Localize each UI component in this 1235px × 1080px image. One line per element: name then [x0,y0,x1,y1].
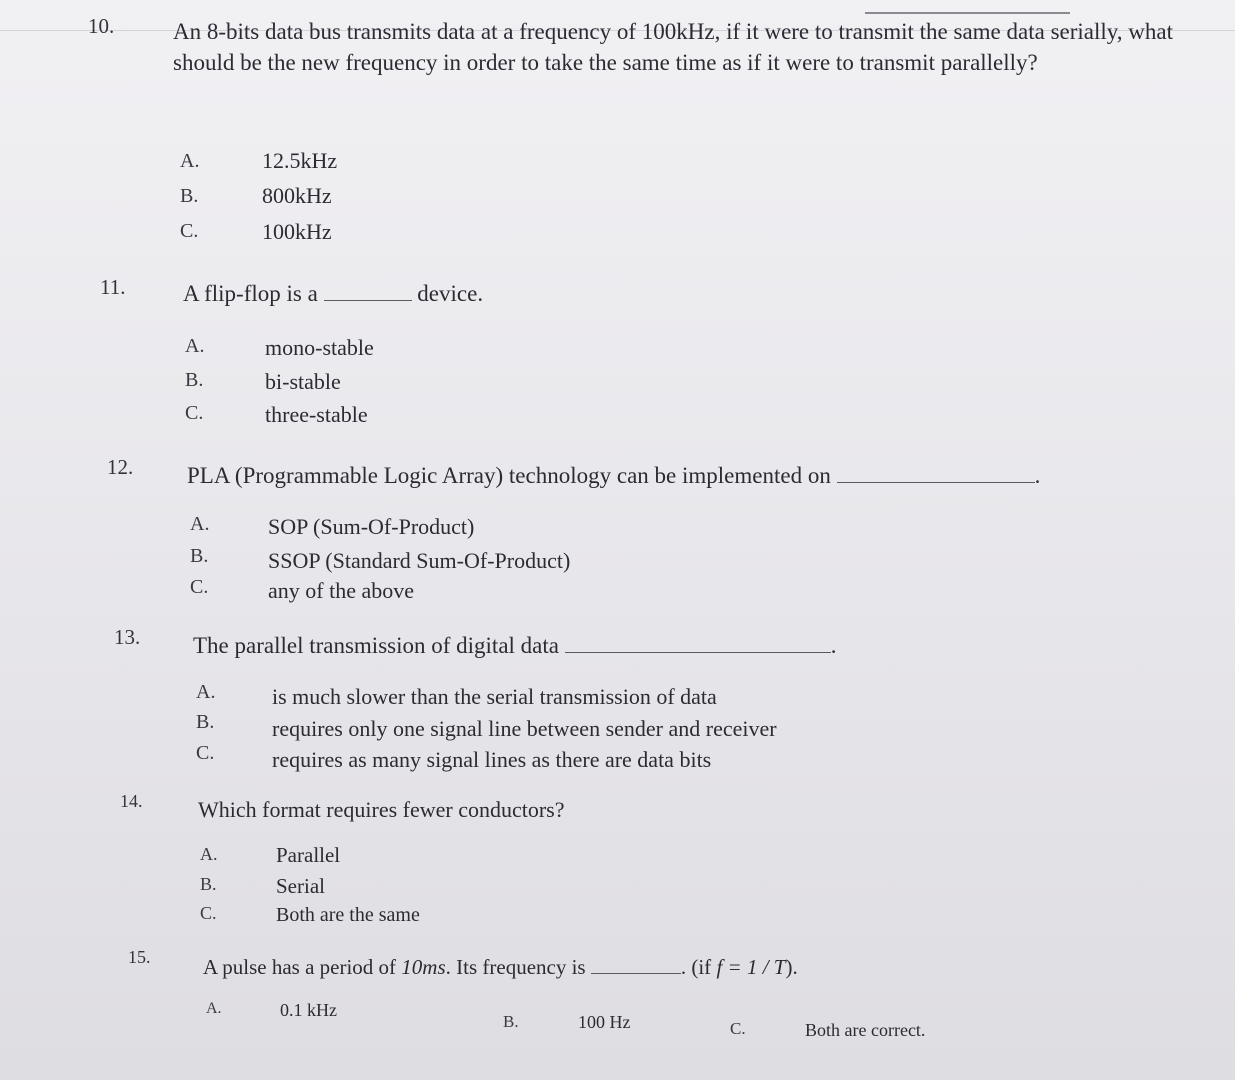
option-letter: B. [185,369,204,391]
question-text-start: PLA (Programmable Logic Array) technology can be implemented on [187,463,831,488]
answer-blank[interactable] [565,652,831,653]
option-c[interactable]: Both are the same [276,904,420,926]
top-decorative-line [865,12,1070,14]
option-b[interactable]: bi-stable [265,369,341,394]
option-letter: C. [730,1019,746,1038]
option-letter: C. [200,903,217,923]
option-letter: C. [180,220,199,242]
option-a[interactable]: 0.1 kHz [280,1000,337,1020]
option-letter: C. [185,402,204,424]
option-letter: A. [200,844,218,864]
question-text-end: . (if [680,955,712,979]
option-letter: A. [180,150,200,172]
option-c[interactable]: any of the above [268,578,414,603]
question-text-end: . [1034,463,1041,488]
question-text-start: The parallel transmission of digital data [193,633,559,658]
option-c[interactable]: requires as many signal lines as there are data bits [272,747,712,772]
question-text: Which format requires fewer conductors? [198,797,565,822]
question-text [187,460,1040,491]
question-text-end: . [830,633,837,658]
question-text [203,952,798,983]
question-text-start: A flip-flop is a [183,281,318,306]
option-a[interactable]: 12.5kHz [262,148,338,173]
answer-blank[interactable] [837,482,1035,483]
question-number: 13. [114,625,141,649]
option-letter: C. [190,576,209,598]
question-number: 14. [120,791,143,811]
option-a[interactable]: Parallel [276,843,341,867]
option-letter: B. [200,874,217,894]
question-text-start: A pulse has a period of [203,955,397,979]
option-letter: A. [206,1000,222,1017]
option-letter: B. [503,1012,519,1031]
option-b[interactable]: 100 Hz [578,1012,631,1032]
question-number: 10. [88,14,115,38]
option-c[interactable]: 100kHz [262,219,332,244]
option-letter: A. [190,513,210,535]
question-number: 15. [128,947,151,967]
option-letter: A. [196,681,216,703]
question-text-mid: . Its frequency is [445,955,586,979]
answer-blank[interactable] [324,300,412,301]
option-b[interactable]: SSOP (Standard Sum-Of-Product) [268,548,571,573]
option-c[interactable]: three-stable [265,402,368,427]
question-text-close: ). [785,955,798,979]
period-value: 10ms [401,955,446,979]
answer-blank[interactable] [591,973,681,974]
option-a[interactable]: mono-stable [265,335,374,360]
option-letter: B. [196,711,215,733]
question-text [183,278,483,309]
option-letter: B. [180,185,199,207]
option-b[interactable]: requires only one signal line between sender and receiver [272,716,777,741]
option-a[interactable]: is much slower than the serial transmission of data [272,684,717,709]
question-text: An 8-bits data bus transmits data at a frequency of 100kHz, if it were to transmit the same data serially, what should be the new frequency in order to take the same time as if it were to transmit parallelly? [173,19,1173,75]
option-letter: C. [196,742,215,764]
option-b[interactable]: 800kHz [262,183,332,208]
question-text [193,630,836,661]
question-number: 12. [107,455,134,479]
option-letter: A. [185,335,205,357]
question-number: 11. [100,275,126,299]
option-b[interactable]: Serial [276,874,325,898]
question-text-end: device. [417,281,484,306]
option-a[interactable]: SOP (Sum-Of-Product) [268,514,475,539]
option-letter: B. [190,545,209,567]
frequency-formula: f = 1 / T [716,955,786,979]
option-c[interactable]: Both are correct. [805,1020,926,1040]
